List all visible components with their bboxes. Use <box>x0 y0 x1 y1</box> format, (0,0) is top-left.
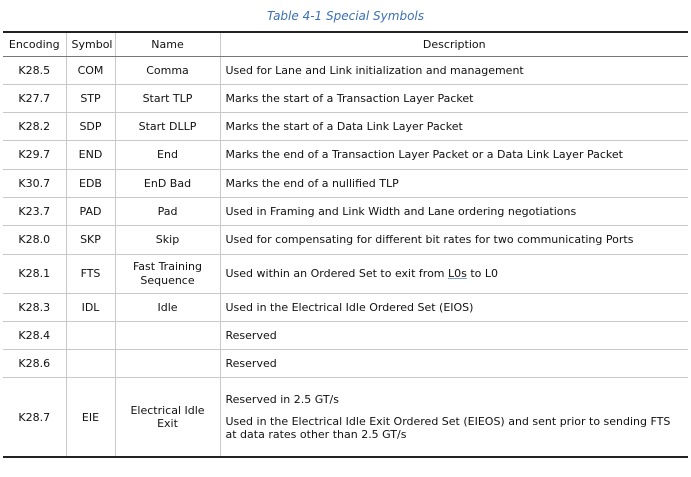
cell-description: Used in Framing and Link Width and Lane ordering negotiations <box>220 197 688 225</box>
cut-off-text-line <box>0 0 691 4</box>
cell-encoding: K28.5 <box>3 56 66 84</box>
table-row <box>3 378 688 457</box>
cell-symbol <box>66 350 115 378</box>
description-paragraph: Used in the Electrical Idle Exit Ordered Set (EIEOS) and sent prior to sending FTS at data rates other than 2.5 GT/s <box>225 414 671 441</box>
cell-name: Start TLP <box>115 84 220 112</box>
cell-name <box>115 350 220 378</box>
table-row <box>3 169 688 197</box>
column-header-symbol: Symbol <box>66 32 115 56</box>
cell-description: Reserved <box>220 350 688 378</box>
cell-description: Marks the end of a Transaction Layer Packet or a Data Link Layer Packet <box>220 141 688 169</box>
cell-symbol: SKP <box>66 226 115 254</box>
cell-name: EnD Bad <box>115 169 220 197</box>
cell-symbol: PAD <box>66 197 115 225</box>
table-row <box>3 84 688 112</box>
cell-encoding: K28.4 <box>3 321 66 349</box>
cell-description: Marks the start of a Data Link Layer Packet <box>220 113 688 141</box>
cell-name: Pad <box>115 197 220 225</box>
table-row <box>3 254 688 293</box>
cell-name: Skip <box>115 226 220 254</box>
column-header-description: Description <box>220 32 688 56</box>
cell-encoding: K27.7 <box>3 84 66 112</box>
cell-description <box>220 378 688 457</box>
cell-encoding: K28.0 <box>3 226 66 254</box>
cell-name: Comma <box>115 56 220 84</box>
table-caption: Table 4-1 Special Symbols <box>267 9 424 23</box>
cell-name: Electrical Idle Exit <box>115 378 220 457</box>
cell-symbol: IDL <box>66 293 115 321</box>
cell-symbol: EIE <box>66 378 115 457</box>
cell-description: Used in the Electrical Idle Ordered Set (EIOS) <box>220 293 688 321</box>
cell-symbol: EDB <box>66 169 115 197</box>
table-row <box>3 197 688 225</box>
cell-encoding: K28.2 <box>3 113 66 141</box>
table-row <box>3 293 688 321</box>
cell-description: Reserved <box>220 321 688 349</box>
column-header-name: Name <box>115 32 220 56</box>
cell-symbol <box>66 321 115 349</box>
table-row <box>3 321 688 349</box>
cell-encoding: K30.7 <box>3 169 66 197</box>
column-header-encoding: Encoding <box>3 32 66 56</box>
table-row <box>3 350 688 378</box>
cell-encoding: K29.7 <box>3 141 66 169</box>
description-paragraph: Reserved in 2.5 GT/s <box>225 393 339 407</box>
cell-symbol: END <box>66 141 115 169</box>
cell-encoding: K23.7 <box>3 197 66 225</box>
cell-encoding: K28.7 <box>3 378 66 457</box>
description-text: Used within an Ordered Set to exit from <box>225 266 449 280</box>
cell-name: Start DLLP <box>115 113 220 141</box>
cell-description: Marks the start of a Transaction Layer Packet <box>220 84 688 112</box>
cell-name: Idle <box>115 293 220 321</box>
cell-encoding: K28.1 <box>3 254 66 293</box>
description-text: to L0 <box>466 266 499 280</box>
cell-description: Marks the end of a nullified TLP <box>220 169 688 197</box>
l0s-link[interactable]: L0s <box>448 266 467 280</box>
table-row <box>3 56 688 84</box>
table-row <box>3 226 688 254</box>
cell-name <box>115 321 220 349</box>
cell-encoding: K28.3 <box>3 293 66 321</box>
table-header-row <box>3 32 688 56</box>
cell-description: Used for Lane and Link initialization and management <box>220 56 688 84</box>
table-row <box>3 113 688 141</box>
table-row <box>3 141 688 169</box>
cell-description <box>220 254 688 293</box>
cell-name: End <box>115 141 220 169</box>
cell-encoding: K28.6 <box>3 350 66 378</box>
cell-description: Used for compensating for different bit rates for two communicating Ports <box>220 226 688 254</box>
cell-symbol: SDP <box>66 113 115 141</box>
cell-symbol: COM <box>66 56 115 84</box>
special-symbols-table <box>3 31 688 458</box>
cell-symbol: FTS <box>66 254 115 293</box>
cell-name: Fast Training Sequence <box>115 254 220 293</box>
cell-symbol: STP <box>66 84 115 112</box>
